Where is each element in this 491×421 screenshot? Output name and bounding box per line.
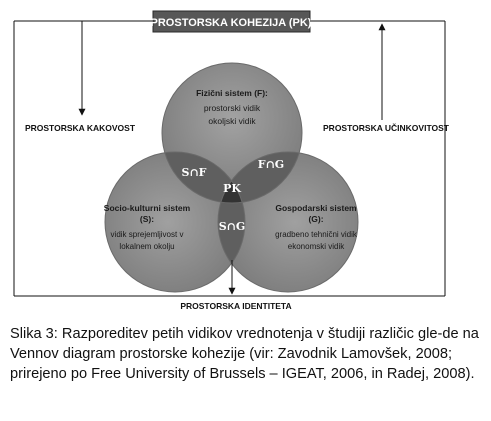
fizicni-title: Fizični sistem (F): (196, 88, 268, 98)
label-ucinkovitost: PROSTORSKA UČINKOVITOST (323, 123, 449, 133)
label-kakovost: PROSTORSKA KAKOVOST (24, 123, 136, 133)
socio-title-1: Socio-kulturni sistem (103, 203, 191, 213)
gospodarski-line-2: ekonomski vidik (287, 242, 345, 251)
socio-title-2: (S): (139, 214, 155, 224)
figure-caption: Slika 3: Razporeditev petih vidikov vrednotenja v študiji različic gle-de na Vennov diagram prostorske kohezije (vir: Zavodnik Lamovšek, 2008; prirejeno po Free University of Brussels – IGEAT, 2006, in Radej, 2008). (10, 326, 479, 382)
title-text: PROSTORSKA KOHEZIJA (PK) (150, 17, 312, 29)
intersection-fg: F∩G (257, 158, 285, 171)
intersection-sg: S∩G (218, 220, 246, 233)
gospodarski-line-1: gradbeno tehnični vidik (275, 230, 357, 239)
socio-line-2: lokalnem okolju (119, 242, 175, 251)
gospodarski-title-2: (G): (308, 214, 324, 224)
fizicni-line-1: prostorski vidik (203, 103, 261, 113)
intersection-sf: S∩F (181, 166, 207, 179)
gospodarski-title-1: Gospodarski sistem (275, 203, 357, 213)
label-identiteta: PROSTORSKA IDENTITETA (180, 301, 292, 311)
socio-line-1: vidik sprejemljivost v (110, 230, 184, 239)
fizicni-line-2: okoljski vidik (208, 116, 256, 126)
intersection-center: PK (223, 182, 241, 195)
